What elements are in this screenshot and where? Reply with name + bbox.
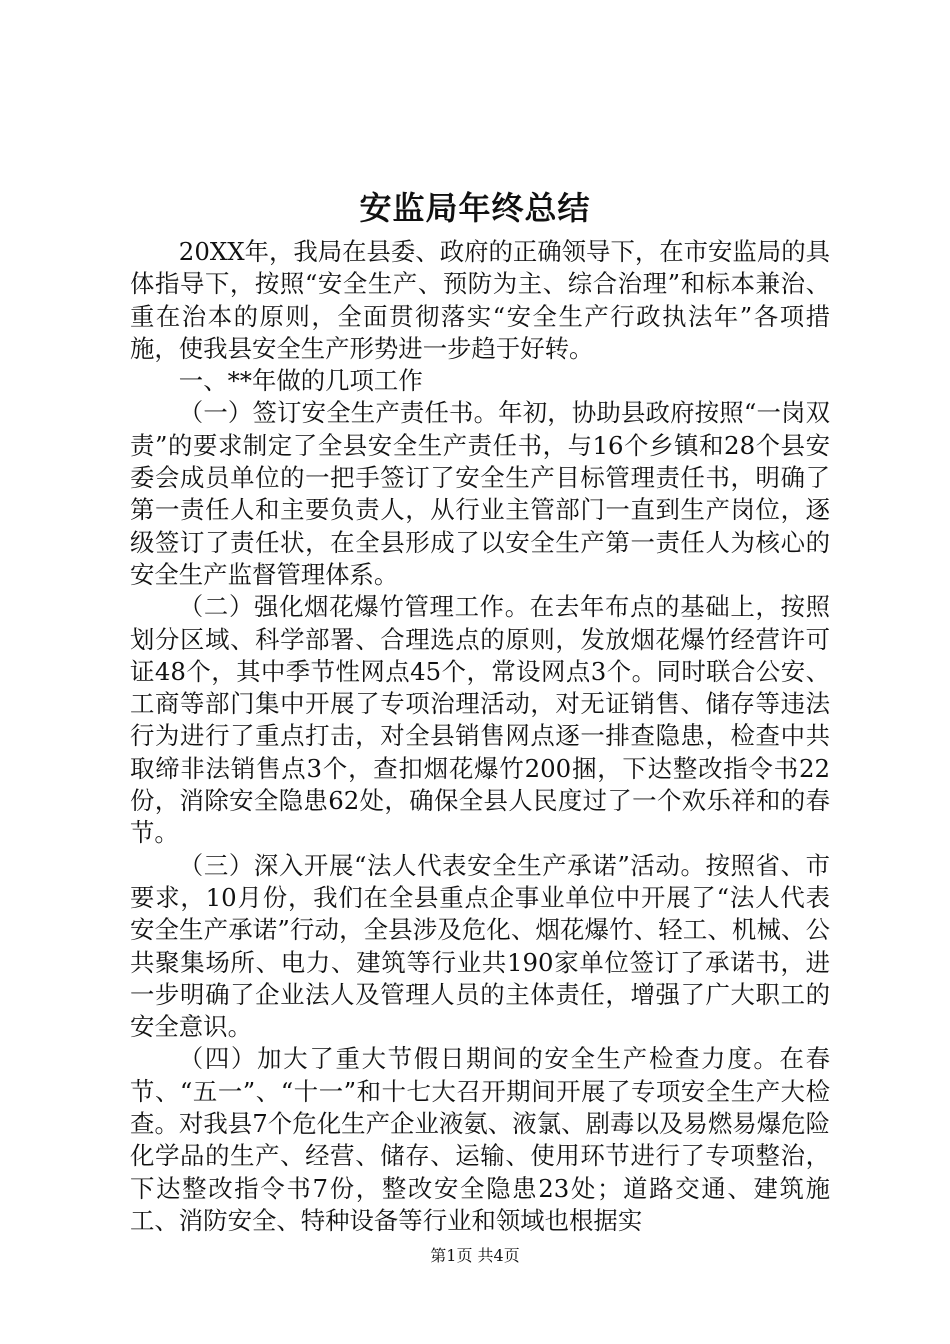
paragraph-3: （三）深入开展“法人代表安全生产承诺”活动。按照省、市要求，10月份，我们在全县重点企事业单位中开展了“法人代表安全生产承诺”行动，全县涉及危化、烟花爆竹、轻工、机械、公共聚集场所、电力、建筑等行业共190家单位签订了承诺书，进一步明确了企业法人及管理人员的主体责任，增强了广大职工的安全意识。 — [130, 850, 830, 1042]
document-title: 安监局年终总结 — [359, 189, 591, 227]
paragraph-4: （四）加大了重大节假日期间的安全生产检查力度。在春节、“五一”、“十一”和十七大召开期间开展了专项安全生产大检查。对我县7个危化生产企业液氨、液氯、剧毒以及易燃易爆危险化学品的生产、经营、储存、运输、使用环节进行了专项整治，下达整改指令书7份，整改安全隐患23处；道路交通、建筑施工、消防安全、特种设备等行业和领域也根据实 — [130, 1044, 830, 1235]
document-body — [130, 236, 830, 1237]
section-heading: 一、**年做的几项工作 — [178, 366, 423, 396]
paragraph-2: （二）强化烟花爆竹管理工作。在去年布点的基础上，按照划分区域、科学部署、合理选点的原则，发放烟花爆竹经营许可证48个，其中季节性网点45个，常设网点3个。同时联合公安、工商等部门集中开展了专项治理活动，对无证销售、储存等违法行为进行了重点打击，对全县销售网点逐一排查隐患，检查中共取缔非法销售点3个，查扣烟花爆竹200捆，下达整改指令书22份，消除安全隐患62处，确保全县人民度过了一个欢乐祥和的春节。 — [130, 592, 830, 848]
page-footer — [0, 1246, 950, 1266]
paragraph-1: （一）签订安全生产责任书。年初，协助县政府按照“一岗双责”的要求制定了全县安全生产责任书，与16个乡镇和28个县安委会成员单位的一把手签订了安全生产目标管理责任书，明确了第一责任人和主要负责人，从行业主管部门一直到生产岗位，逐级签订了责任状，在全县形成了以安全生产第一责任人为核心的安全生产监督管理体系。 — [130, 398, 830, 589]
page-indicator: 第1页 共4页 — [430, 1246, 520, 1265]
intro-paragraph: 20XX年，我局在县委、政府的正确领导下，在市安监局的具体指导下，按照“安全生产、预防为主、综合治理”和标本兼治、重在治本的原则，全面贯彻落实“安全生产行政执法年”各项措施，使我县安全生产形势进一步趋于好转。 — [130, 237, 830, 363]
